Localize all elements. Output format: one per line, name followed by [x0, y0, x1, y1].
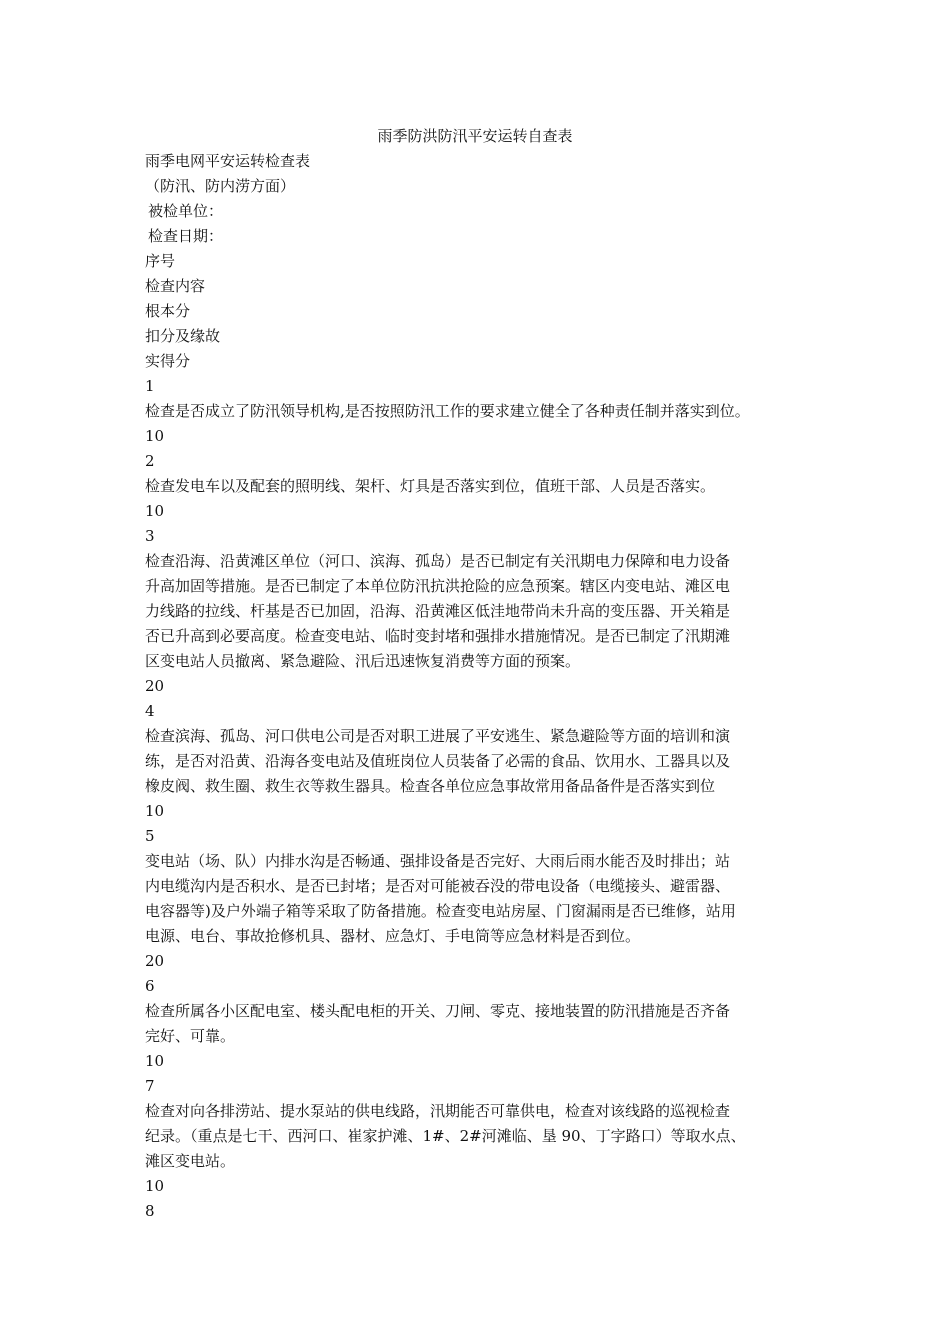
item-base-score: 10 — [145, 427, 165, 445]
item-content — [145, 399, 811, 424]
item-base-score: 20 — [145, 677, 165, 695]
item-base-score: 10 — [145, 502, 165, 520]
item-content-line: 检查是否成立了防汛领导机构,是否按照防汛工作的要求建立健全了各种责任制并落实到位。 — [145, 402, 750, 420]
item-content-line: 检查对向各排涝站、提水泵站的供电线路，汛期能否可靠供电，检查对该线路的巡视检查 — [145, 1102, 731, 1120]
document-title: 雨季防洪防汛平安运转自查表 — [377, 127, 573, 145]
item-number: 1 — [145, 377, 155, 395]
item-content-line: 升高加固等措施。是否已制定了本单位防汛抗洪抢险的应急预案。辖区内变电站、滩区电 — [145, 577, 731, 595]
item-content-line: 否已升高到必要高度。检查变电站、临时变封堵和强排水措施情况。是否已制定了汛期滩 — [145, 627, 731, 645]
item-base-score: 10 — [145, 802, 165, 820]
item-base-score: 20 — [145, 952, 165, 970]
item-content-line: 滩区变电站。 — [145, 1152, 236, 1170]
inspection-items — [145, 374, 811, 1224]
item-content-line: 区变电站人员撤离、紧急避险、汛后迅速恢复消费等方面的预案。 — [145, 652, 581, 670]
item-base-score: 10 — [145, 1177, 165, 1195]
item-number: 6 — [145, 977, 155, 995]
item-content — [145, 849, 811, 949]
item-number: 2 — [145, 452, 155, 470]
item-content-line: 完好、可靠。 — [145, 1027, 236, 1045]
item-content — [145, 999, 811, 1049]
item-content-line: 检查所属各小区配电室、楼头配电柜的开关、刀闸、零克、接地装置的防汛措施是否齐备 — [145, 1002, 731, 1020]
item-number: 8 — [145, 1202, 155, 1220]
column-header-content: 检查内容 — [145, 277, 206, 295]
item-base-score: 10 — [145, 1052, 165, 1070]
document-subtitle: 雨季电网平安运转检查表 — [145, 152, 311, 170]
column-header-actual-score: 实得分 — [145, 352, 191, 370]
item-content — [145, 549, 811, 674]
document-scope: （防汛、防内涝方面） — [145, 177, 296, 195]
item-content-line: 变电站（场、队）内排水沟是否畅通、强排设备是否完好、大雨后雨水能否及时排出；站 — [145, 852, 731, 870]
document-body — [145, 149, 811, 1224]
column-header-no: 序号 — [145, 252, 176, 270]
item-number: 4 — [145, 702, 155, 720]
item-number: 3 — [145, 527, 155, 545]
item-content-line: 检查滨海、孤岛、河口供电公司是否对职工进展了平安逃生、紧急避险等方面的培训和演 — [145, 727, 731, 745]
column-header-deduction: 扣分及缘故 — [145, 327, 221, 345]
item-content-line: 检查沿海、沿黄滩区单位（河口、滨海、孤岛）是否已制定有关汛期电力保障和电力设备 — [145, 552, 731, 570]
item-content-line: 电容器等)及户外端子箱等采取了防备措施。检查变电站房屋、门窗漏雨是否已维修，站用 — [145, 902, 736, 920]
item-content-line: 检查发电车以及配套的照明线、架杆、灯具是否落实到位，值班干部、人员是否落实。 — [145, 477, 716, 495]
item-content-line: 力线路的拉线、杆基是否已加固，沿海、沿黄滩区低洼地带尚未升高的变压器、开关箱是 — [145, 602, 731, 620]
inspected-unit-label: 被检单位： — [148, 202, 224, 220]
inspection-date-label: 检查日期： — [148, 227, 224, 245]
item-content-line: 电源、电台、事故抢修机具、器材、应急灯、手电筒等应急材料是否到位。 — [145, 927, 641, 945]
column-header-base-score: 根本分 — [145, 302, 191, 320]
item-content — [145, 724, 811, 799]
item-content — [145, 1099, 811, 1174]
item-number: 5 — [145, 827, 155, 845]
item-number: 7 — [145, 1077, 155, 1095]
item-content — [145, 474, 811, 499]
item-content-line: 橡皮阀、救生圈、救生衣等救生器具。检查各单位应急事故常用备品备件是否落实到位 — [145, 777, 716, 795]
item-content-line: 纪录。（重点是七干、西河口、崔家护滩、1#、2#河滩临、垦 90、丁字路口）等取水点、 — [145, 1127, 746, 1145]
item-content-line: 内电缆沟内是否积水、是否已封堵；是否对可能被吞没的带电设备（电缆接头、避雷器、 — [145, 877, 731, 895]
item-content-line: 练，是否对沿黄、沿海各变电站及值班岗位人员装备了必需的食品、饮用水、工器具以及 — [145, 752, 731, 770]
